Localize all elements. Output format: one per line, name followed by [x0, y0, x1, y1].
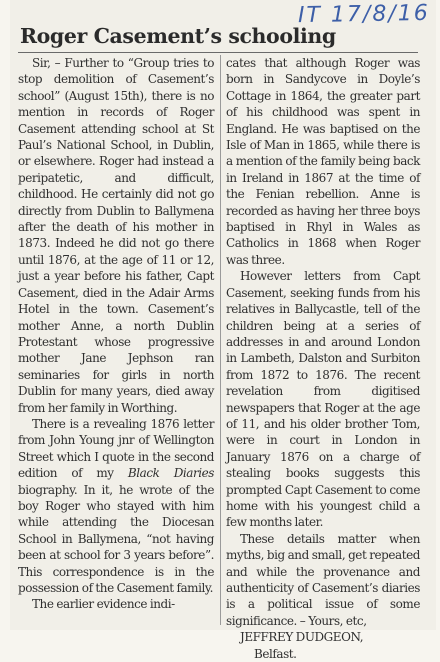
- letter-headline: Roger Casement’s schooling: [20, 24, 336, 48]
- author-signature: JEFFREY DUDGEON,: [240, 630, 364, 645]
- right-paragraph-3: These details matter when myths, big and small, get repeated and while the provenance and authenticity of Casement’s diaries is a political issue of some significance. – Yours, etc,: [226, 531, 420, 628]
- headline-rule: [18, 52, 418, 53]
- author-location: Belfast.: [254, 646, 297, 661]
- right-paragraph-1: cates that although Roger was born in Sandycove in Doyle’s Cottage in 1864, the greater part of his childhood was spent in England. He was baptised on the Isle of Man in 1865, while there is a mention of the family being back in Ireland in 1867 at the time of the Fenian rebellion. Anne is recorded as having her three boys baptised in Rhyl in Wales as Catholics in 1868 when Roger was three.: [226, 56, 420, 267]
- right-paragraph-2: However letters from Capt Casement, seeking funds from his relatives in Ballycastle, tell of the children being at a series of addresses in and around London in Lambeth, Dalston and Surbiton from 1872 to 1876. The recent revelation from digitised newspapers that Roger at the age of 11, and his older brother Tom, were in court in London in January 1876 on a charge of stealing books suggests this prompted Capt Casement to come home with his youngest child a few months later.: [226, 269, 420, 530]
- column-divider: [220, 55, 221, 625]
- letter-column-left: [18, 55, 214, 613]
- left-paragraph-1: Sir, – Further to “Group tries to stop demolition of Casement’s school” (August 15th), there is no mention in records of Roger Casement attending school at St Paul’s National School, in Dublin, or elsewhere. Roger had instead a peripatetic, and difficult, childhood. He certainly did not go directly from Dublin to Ballymena after the death of his mother in 1873. Indeed he did not go there until 1876, at the age of 11 or 12, just a year before his father, Capt Casement, died in the Adair Arms Hotel in the town. Casement’s mother Anne, a north Dublin Protestant whose progressive mother Jane Jephson ran seminaries for girls in north Dublin for many years, died away from her family in Worthing.: [18, 56, 214, 415]
- left-paragraph-3: The earlier evidence indi-: [32, 597, 175, 612]
- letter-column-right: [226, 55, 420, 662]
- handwritten-date-annotation: IT 17/8/16: [298, 0, 431, 29]
- book-title: Black Diaries: [127, 466, 214, 481]
- left-paragraph-2: There is a revealing 1876 letter from John Young jnr of Wellington Street which I quote in the second edition of my Black Diaries biography. In it, he wrote of the boy Roger who stayed with him while attending the Diocesan School in Ballymena, “not having been at school for 3 years before”. This correspondence is in the possession of the Casement family.: [18, 416, 214, 595]
